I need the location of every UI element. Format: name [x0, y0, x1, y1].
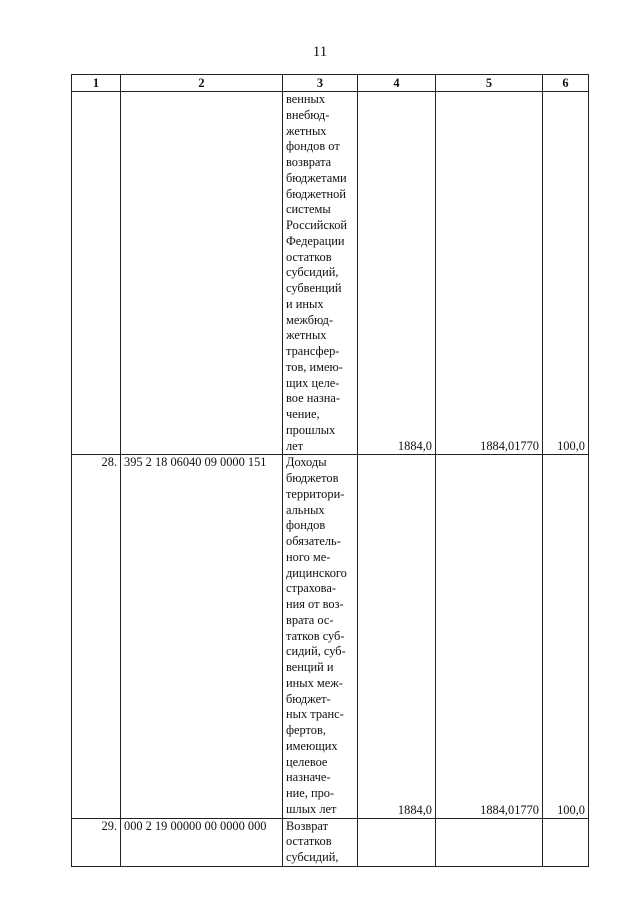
income-name-line: иных меж-	[286, 675, 343, 690]
budget-code	[121, 92, 283, 455]
planned-amount: 1884,0	[358, 92, 436, 455]
execution-percent: 100,0	[543, 92, 589, 455]
income-name-line: имеющих	[286, 738, 338, 753]
income-name-line: обязатель-	[286, 534, 341, 548]
column-header: 2	[121, 75, 283, 92]
income-name-line: альных	[286, 502, 325, 517]
income-name-line: и иных	[286, 296, 324, 311]
income-name-line: системы	[286, 202, 331, 217]
actual-amount: 1884,01770	[436, 455, 543, 818]
income-name-line: остатков	[286, 834, 332, 849]
income-name-line: трансфер-	[286, 344, 340, 358]
income-name-line: субсидий,	[286, 265, 339, 280]
income-name-line: чение,	[286, 407, 320, 421]
income-name	[283, 92, 358, 455]
column-header: 1	[72, 75, 121, 92]
income-name-line: назначе-	[286, 770, 331, 785]
income-name-line: бюджетов	[286, 471, 339, 485]
column-header: 4	[358, 75, 436, 92]
income-name-line: венных	[286, 92, 326, 106]
planned-amount: 1884,0	[358, 455, 436, 818]
income-name-line: бюджет-	[286, 691, 331, 706]
income-name-line: внебюд-	[286, 107, 330, 122]
row-number	[72, 92, 121, 455]
income-name	[283, 818, 358, 866]
income-name-line: прошлых	[286, 422, 336, 437]
income-name-line: Доходы	[286, 455, 327, 470]
row-number: 28.	[72, 455, 121, 818]
income-name-line: венций и	[286, 660, 334, 674]
column-header: 5	[436, 75, 543, 92]
income-name-line: щих целе-	[286, 375, 340, 390]
income-name-line: Возврат	[286, 818, 328, 833]
income-name-line: ного ме-	[286, 549, 331, 564]
actual-amount: 1884,01770	[436, 92, 543, 455]
income-name-line: бюджетной	[286, 186, 347, 201]
income-name-line: врата ос-	[286, 612, 334, 627]
row-number: 29.	[72, 818, 121, 866]
income-name-line: фертов,	[286, 723, 326, 737]
income-name-line: страхова-	[286, 581, 336, 596]
table-row	[72, 455, 589, 818]
income-name-line: ние, про-	[286, 786, 335, 800]
budget-table	[71, 74, 589, 867]
column-header: 6	[543, 75, 589, 92]
page-number: 11	[312, 44, 328, 60]
column-header: 3	[283, 75, 358, 92]
income-name-line: бюджетами	[286, 170, 347, 185]
income-name-line: субсидий,	[286, 850, 339, 864]
income-name-line: лет	[286, 438, 304, 453]
income-name-line: сидий, суб-	[286, 644, 346, 659]
budget-code: 000 2 19 00000 00 0000 000	[121, 818, 283, 866]
budget-code: 395 2 18 06040 09 0000 151	[121, 455, 283, 818]
income-name-line: фондов от	[286, 139, 340, 154]
table-header-row	[72, 75, 589, 92]
income-name-line: дицинского	[286, 565, 347, 580]
income-name-line: субвенций	[286, 281, 342, 295]
income-name-line: ных транс-	[286, 707, 344, 722]
income-name-line: остатков	[286, 249, 332, 264]
table-row	[72, 818, 589, 866]
income-name-line: территори-	[286, 486, 345, 501]
income-name-line: татков суб-	[286, 628, 345, 643]
income-name-line: вое назна-	[286, 391, 340, 406]
income-name-line: целевое	[286, 754, 328, 769]
income-name-line: Федерации	[286, 233, 345, 248]
execution-percent: 100,0	[543, 455, 589, 818]
table-row	[72, 92, 589, 455]
income-name-line: межбюд-	[286, 312, 334, 327]
actual-amount	[436, 818, 543, 866]
income-name-line: тов, имею-	[286, 359, 343, 374]
income-name-line: жетных	[286, 123, 327, 138]
income-name-line: жетных	[286, 328, 327, 343]
income-name-line: возврата	[286, 155, 332, 169]
income-name	[283, 455, 358, 818]
planned-amount	[358, 818, 436, 866]
income-name-line: ния от воз-	[286, 597, 344, 611]
execution-percent	[543, 818, 589, 866]
income-name-line: Российской	[286, 218, 348, 232]
income-name-line: шлых лет	[286, 801, 337, 816]
income-name-line: фондов	[286, 518, 326, 533]
